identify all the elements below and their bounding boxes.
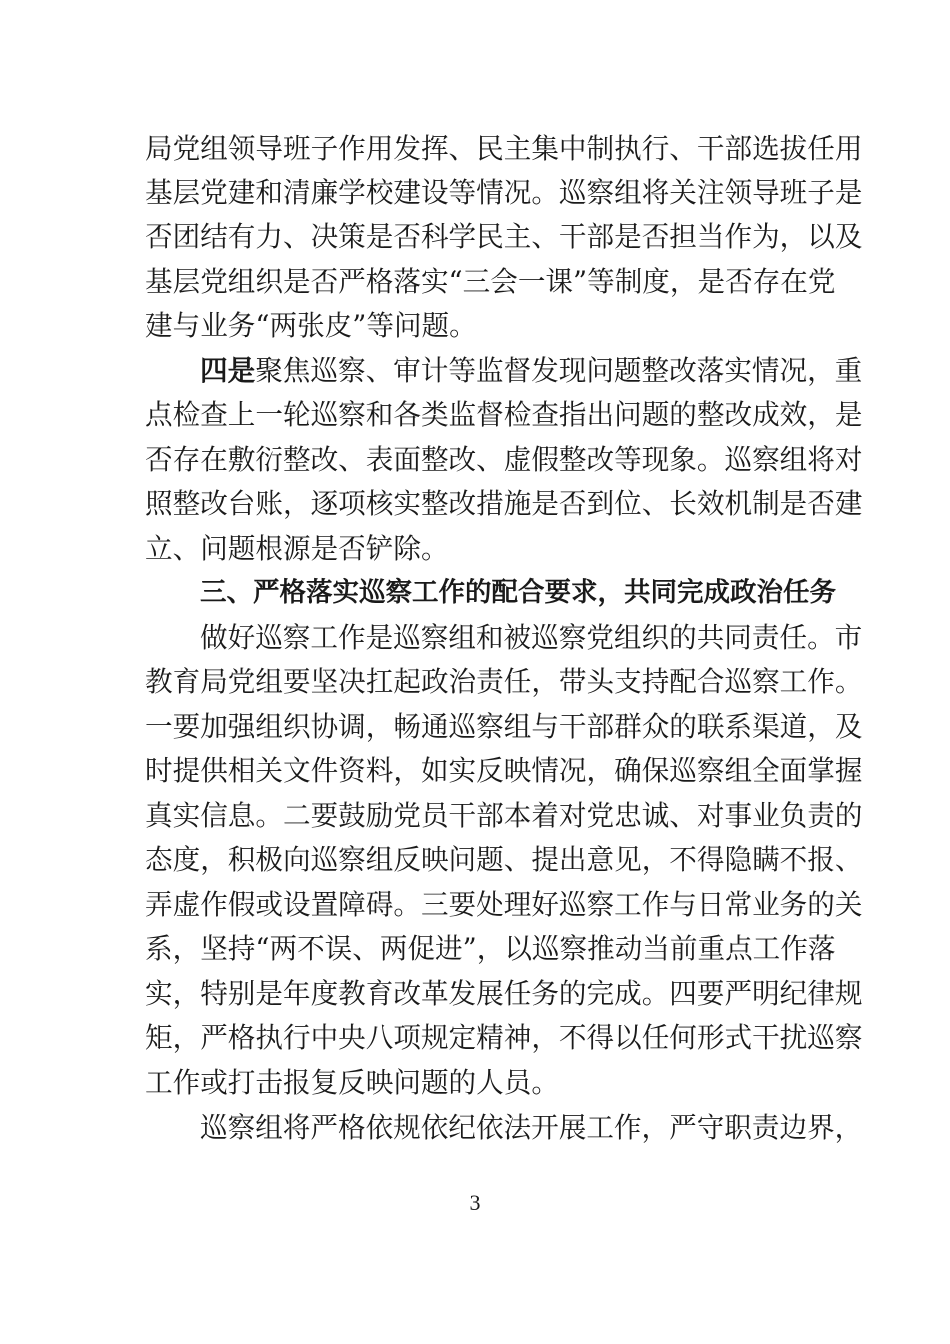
body-text-line: 矩，严格执行中央八项规定精神，不得以任何形式干扰巡察 <box>145 1021 863 1054</box>
body-text-line: 点检查上一轮巡察和各类监督检查指出问题的整改成效，是 <box>145 398 863 431</box>
body-text-line: 真实信息。二要鼓励党员干部本着对党忠诚、对事业负责的 <box>145 799 863 832</box>
body-text-line: 系，坚持“两不误、两促进”，以巡察推动当前重点工作落 <box>145 932 836 965</box>
body-text-line: 建与业务“两张皮”等问题。 <box>145 309 477 342</box>
body-text-line: 基层党组织是否严格落实“三会一课”等制度，是否存在党 <box>145 265 836 298</box>
page-number: 3 <box>469 1190 481 1215</box>
body-text-line <box>200 351 863 391</box>
body-text-line: 实，特别是年度教育改革发展任务的完成。四要严明纪律规 <box>145 977 863 1010</box>
body-text-line: 局党组领导班子作用发挥、民主集中制执行、干部选拔任用 <box>145 132 863 165</box>
body-text-line: 工作或打击报复反映问题的人员。 <box>145 1066 559 1099</box>
body-text-line: 态度，积极向巡察组反映问题、提出意见，不得隐瞒不报、 <box>145 843 863 876</box>
body-text-line: 时提供相关文件资料，如实反映情况，确保巡察组全面掌握 <box>145 754 863 787</box>
body-text-line: 一要加强组织协调，畅通巡察组与干部群众的联系渠道，及 <box>145 710 863 743</box>
body-text-line: 教育局党组要坚决扛起政治责任，带头支持配合巡察工作。 <box>145 665 863 698</box>
body-text-line: 做好巡察工作是巡察组和被巡察党组织的共同责任。市 <box>200 621 863 654</box>
body-text-line: 照整改台账，逐项核实整改措施是否到位、长效机制是否建 <box>145 487 863 520</box>
body-text-line: 基层党建和清廉学校建设等情况。巡察组将关注领导班子是 <box>145 176 863 209</box>
paragraph-lead: 四是 <box>200 354 256 387</box>
body-text-line: 立、问题根源是否铲除。 <box>145 532 449 565</box>
body-text-line: 否团结有力、决策是否科学民主、干部是否担当作为，以及 <box>145 220 863 253</box>
body-text-segment: 聚焦巡察、审计等监督发现问题整改落实情况，重 <box>255 354 863 387</box>
body-text-line: 巡察组将严格依规依纪依法开展工作，严守职责边界， <box>200 1111 863 1144</box>
body-text-line: 弄虚作假或设置障碍。三要处理好巡察工作与日常业务的关 <box>145 888 863 921</box>
section-heading: 三、严格落实巡察工作的配合要求，共同完成政治任务 <box>200 577 836 608</box>
body-text-line: 否存在敷衍整改、表面整改、虚假整改等现象。巡察组将对 <box>145 443 863 476</box>
